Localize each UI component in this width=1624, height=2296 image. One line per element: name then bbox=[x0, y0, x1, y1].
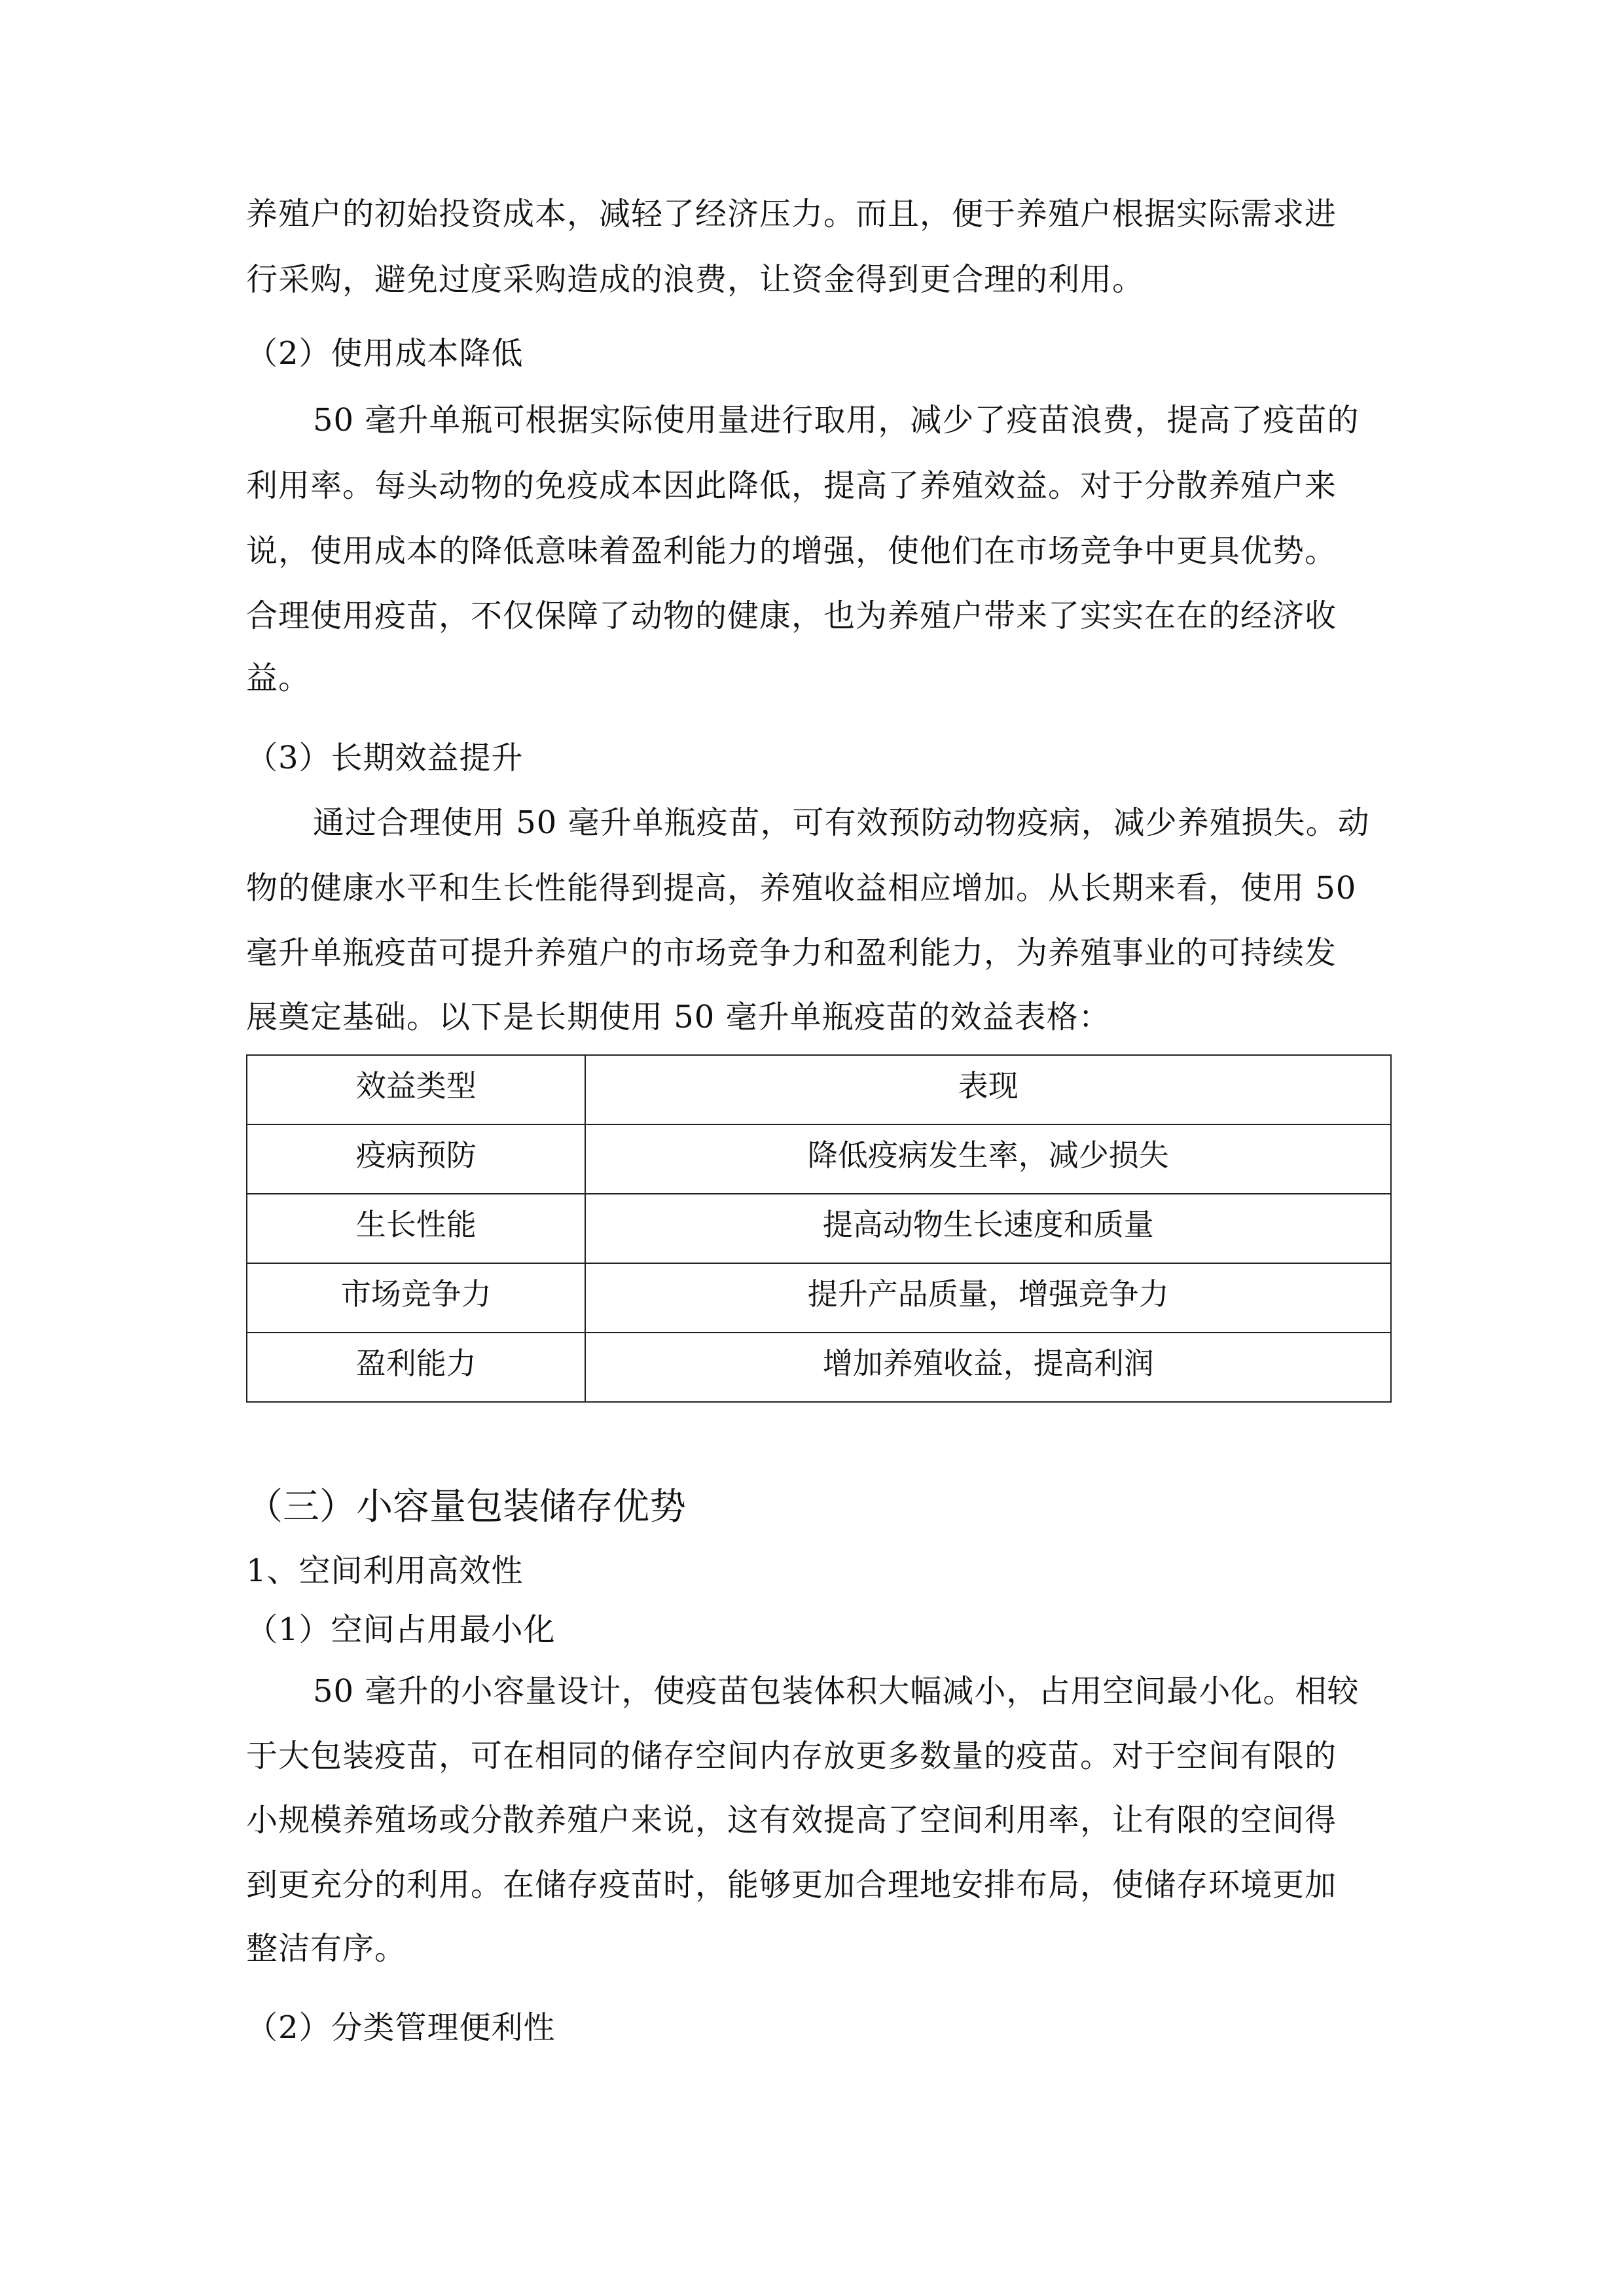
table-cell: 疫病预防 bbox=[247, 1124, 585, 1194]
table-row bbox=[247, 1333, 1391, 1402]
table-cell: 提升产品质量，增强竞争力 bbox=[585, 1263, 1391, 1333]
paragraph-line: 利用率。每头动物的免疫成本因此降低，提高了养殖效益。对于分散养殖户来 bbox=[246, 467, 1337, 504]
paragraph-line: 于大包装疫苗，可在相同的储存空间内存放更多数量的疫苗。对于空间有限的 bbox=[246, 1738, 1337, 1774]
table-cell: 市场竞争力 bbox=[247, 1263, 585, 1333]
paragraph-line: 合理使用疫苗，不仅保障了动物的健康，也为养殖户带来了实实在在的经济收 bbox=[246, 598, 1337, 634]
benefits-table bbox=[246, 1054, 1392, 1403]
paragraph-line: 说，使用成本的降低意味着盈利能力的增强，使他们在市场竞争中更具优势。 bbox=[246, 533, 1337, 569]
paragraph-line: 养殖户的初始投资成本，减轻了经济压力。而且，便于养殖户根据实际需求进 bbox=[246, 196, 1337, 232]
paragraph-line: 行采购，避免过度采购造成的浪费，让资金得到更合理的利用。 bbox=[246, 261, 1145, 298]
subheading-use-cost: （2）使用成本降低 bbox=[246, 335, 524, 372]
paragraph-line: 到更充分的利用。在储存疫苗时，能够更加合理地安排布局，使储存环境更加 bbox=[246, 1867, 1337, 1903]
paragraph-line: 50 毫升的小容量设计，使疫苗包装体积大幅减小，占用空间最小化。相较 bbox=[313, 1673, 1360, 1710]
subheading-space-min: （1）空间占用最小化 bbox=[246, 1611, 556, 1648]
subheading-long-term: （3）长期效益提升 bbox=[246, 740, 524, 776]
table-cell: 生长性能 bbox=[247, 1194, 585, 1263]
paragraph-line: 益。 bbox=[246, 660, 311, 696]
table-cell: 提高动物生长速度和质量 bbox=[585, 1194, 1391, 1263]
paragraph-line: 毫升单瓶疫苗可提升养殖户的市场竞争力和盈利能力，为养殖事业的可持续发 bbox=[246, 935, 1337, 971]
subsection-title: 1、空间利用高效性 bbox=[246, 1552, 524, 1589]
table-row bbox=[247, 1263, 1391, 1333]
table-cell: 盈利能力 bbox=[247, 1333, 585, 1402]
table-header-cell: 表现 bbox=[585, 1055, 1391, 1124]
table-row bbox=[247, 1194, 1391, 1263]
paragraph-line: 整洁有序。 bbox=[246, 1930, 407, 1967]
paragraph-line: 物的健康水平和生长性能得到提高，养殖收益相应增加。从长期来看，使用 50 bbox=[246, 870, 1357, 906]
paragraph-line: 50 毫升单瓶可根据实际使用量进行取用，减少了疫苗浪费，提高了疫苗的 bbox=[313, 402, 1360, 439]
table-header-row bbox=[247, 1055, 1391, 1124]
subheading-classify: （2）分类管理便利性 bbox=[246, 2009, 556, 2046]
table-row bbox=[247, 1124, 1391, 1194]
paragraph-line: 展奠定基础。以下是长期使用 50 毫升单瓶疫苗的效益表格： bbox=[246, 999, 1111, 1035]
table-cell: 降低疫病发生率，减少损失 bbox=[585, 1124, 1391, 1194]
paragraph-line: 小规模养殖场或分散养殖户来说，这有效提高了空间利用率，让有限的空间得 bbox=[246, 1802, 1337, 1839]
table-cell: 增加养殖收益，提高利润 bbox=[585, 1333, 1391, 1402]
table-header-cell: 效益类型 bbox=[247, 1055, 585, 1124]
paragraph-line: 通过合理使用 50 毫升单瓶疫苗，可有效预防动物疫病，减少养殖损失。动 bbox=[313, 804, 1370, 841]
section-title: （三）小容量包装储存优势 bbox=[246, 1486, 686, 1528]
